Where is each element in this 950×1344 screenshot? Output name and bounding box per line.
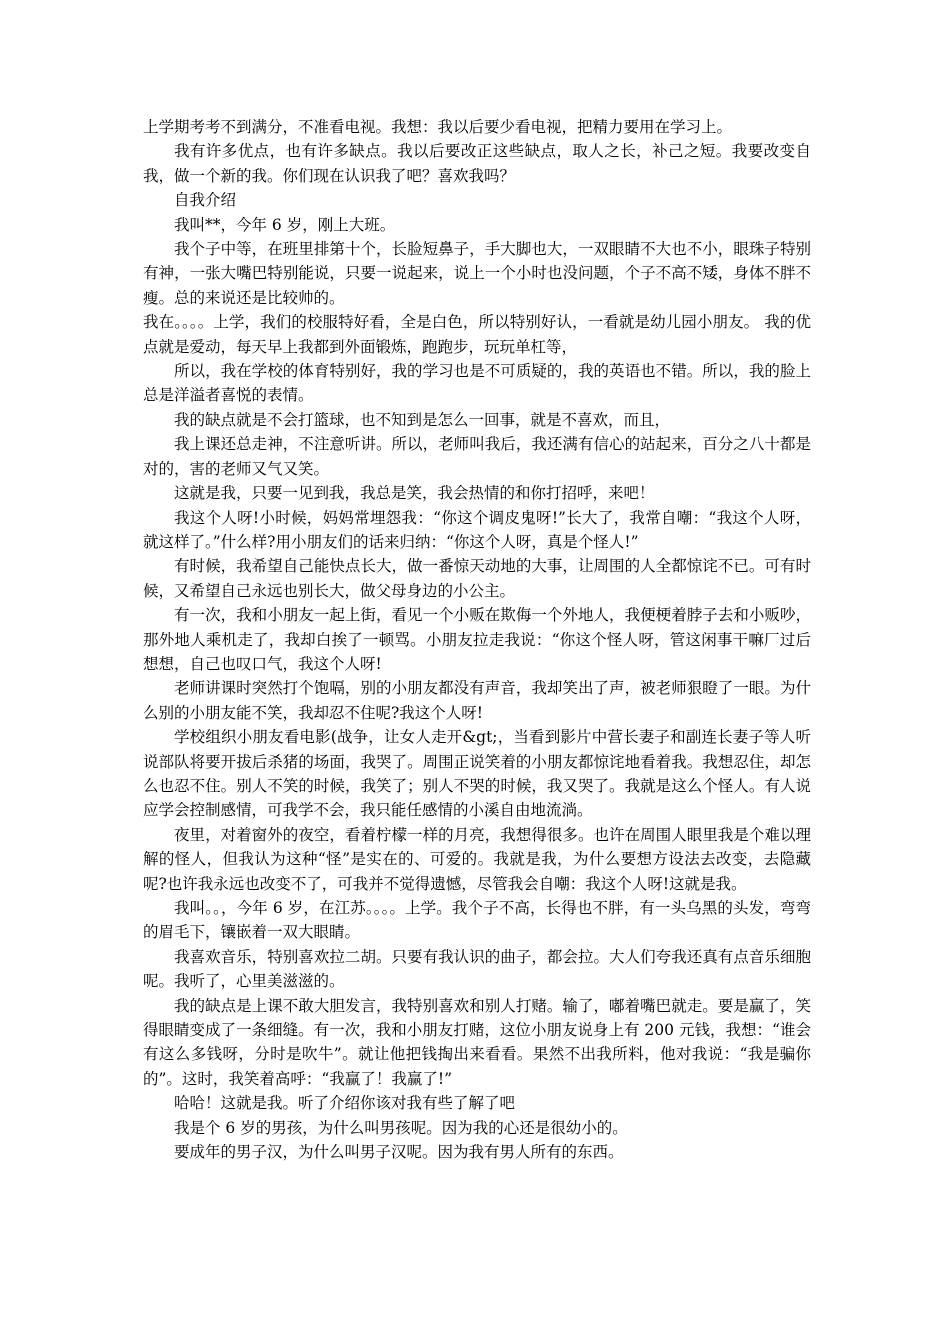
paragraph: 有一次，我和小朋友一起上街，看见一个小贩在欺侮一个外地人，我便梗着脖子去和小贩吵，那外地人乘机走了，我却白挨了一顿骂。小朋友拉走我说：“你这个怪人呀，管这闲事干嘛厂过后想想，自己也叹口气，我这个人呀!	[143, 606, 811, 673]
paragraph: 这就是我，只要一见到我，我总是笑，我会热情的和你打招呼，来吧！	[174, 484, 655, 503]
paragraph: 上学期考考不到满分，不准看电视。我想：我以后要少看电视，把精力要用在学习上。	[143, 118, 733, 136]
document-page	[143, 115, 811, 1164]
paragraph: 要成年的男子汉，为什么叫男子汉呢。因为我有男人所有的东西。	[174, 1143, 624, 1162]
paragraph: 我上课还总走神，不注意听讲。所以，老师叫我后，我还满有信心的站起来，百分之八十都是对的，害的老师又气又笑。	[143, 435, 811, 478]
paragraph: 哈哈！这就是我。听了介绍你该对我有些了解了吧	[174, 1094, 516, 1113]
paragraph: 我叫。。，今年 6 岁，在江苏。。。。上学。我个子不高，长得也不胖，有一头乌黑的头发，弯弯的眉毛下，镶嵌着一双大眼睛。	[143, 899, 811, 942]
paragraph: 我的缺点是上课不敢大胆发言，我特别喜欢和别人打赌。输了，嘟着嘴巴就走。要是赢了，笑得眼睛变成了一条细缝。有一次，我和小朋友打赌，这位小朋友说身上有 200 元钱，我想：“谁会有这么多钱呀，分时是吹牛”。就让他把钱掏出来看看。果然不出我所料，他对我说：“我是骗你的”。这时，我笑着高呼：“我赢了！我赢了!”	[143, 996, 811, 1088]
paragraph: 我有许多优点，也有许多缺点。我以后要改正这些缺点，取人之长，补己之短。我要改变自我，做一个新的我。你们现在认识我了吧？喜欢我吗？	[143, 142, 811, 185]
paragraph: 老师讲课时突然打个饱嗝，别的小朋友都没有声音，我却笑出了声，被老师狠瞪了一眼。为什么别的小朋友能不笑，我却忍不住呢?我这个人呀!	[143, 679, 811, 722]
paragraph: 夜里，对着窗外的夜空，看着柠檬一样的月亮，我想得很多。也许在周围人眼里我是个难以理解的怪人，但我认为这种“怪”是实在的、可爱的。我就是我，为什么要想方设法去改变，去隐藏呢?也许我永远也改变不了，可我并不觉得遗憾，尽管我会自嘲：我这个人呀!这就是我。	[143, 825, 811, 893]
paragraph: 我是个 6 岁的男孩，为什么叫男孩呢。因为我的心还是很幼小的。	[174, 1118, 628, 1137]
paragraph: 有时候，我希望自己能快点长大，做一番惊天动地的大事，让周围的人全都惊诧不已。可有时候，又希望自己永远也别长大，做父母身边的小公主。	[143, 557, 811, 600]
paragraph: 我喜欢音乐，特别喜欢拉二胡。只要有我认识的曲子，都会拉。大人们夸我还真有点音乐细胞呢。我听了，心里美滋滋的。	[143, 947, 811, 991]
paragraph: 所以，我在学校的体育特别好，我的学习也是不可质疑的，我的英语也不错。所以，我的脸上总是洋溢者喜悦的表情。	[143, 362, 811, 405]
paragraph: 我个子中等，在班里排第十个，长脸短鼻子，手大脚也大，一双眼睛不大也不小，眼珠子特别有神，一张大嘴巴特别能说，只要一说起来，说上一个小时也没问题，个子不高不矮，身体不胖不瘦。总的来说还是比较帅的。	[143, 240, 811, 307]
paragraph: 我在。。。。上学，我们的校服特好看，全是白色，所以特别好认，一看就是幼儿园小朋友。 我的优点就是爱动，每天早上我都到外面锻炼，跑跑步，玩玩单杠等，	[143, 313, 811, 356]
paragraph: 学校组织小朋友看电影(战争，让女人走开&gt;，当看到影片中营长妻子和副连长妻子等人听说部队将要开拔后杀猪的场面，我哭了。周围正说笑着的小朋友都惊诧地看着我。我想忍住，却怎么也忍不住。别人不笑的时候，我笑了；别人不哭的时候，我又哭了。我就是这么个怪人。有人说应学会控制感情，可我学不会，我只能任感情的小溪自由地流淌。	[143, 728, 811, 820]
paragraph: 我的缺点就是不会打篮球，也不知到是怎么一回事，就是不喜欢，而且，	[174, 410, 671, 429]
section-heading: 自我介绍	[174, 191, 237, 210]
paragraph: 我叫**，今年 6 岁，刚上大班。	[174, 215, 396, 234]
paragraph: 我这个人呀!小时候，妈妈常埋怨我：“你这个调皮鬼呀!”长大了，我常自嘲：“我这个人呀，就这样了。”什么样?用小朋友们的话来归纳：“你这个人呀，真是个怪人!”	[143, 508, 811, 551]
